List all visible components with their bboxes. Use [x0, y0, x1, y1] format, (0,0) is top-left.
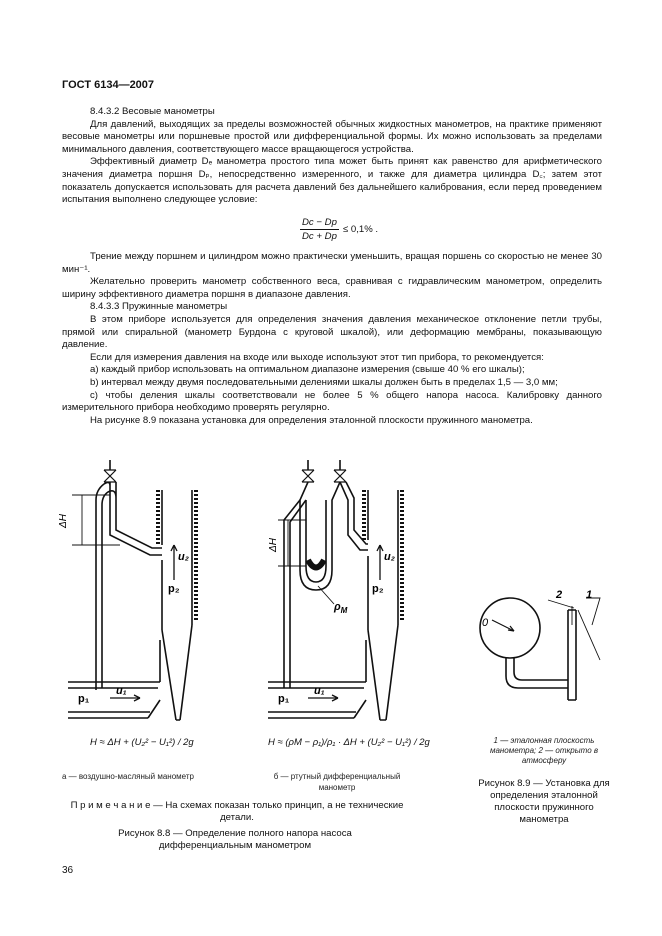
- figure-8-9: [480, 598, 600, 700]
- label-delta-h: ΔH: [268, 538, 279, 552]
- figure-8-9-caption: Рисунок 8.9 — Установка для определения эталонной плоскости пружинного манометра: [478, 778, 610, 825]
- label-two: 2: [556, 589, 563, 601]
- paragraph: В этом приборе используется для определения значения давления механическое отклонение петли трубы, прямой или спиральной (манометр Бурдона с круговой шкалой), или деформацию мембраны, показывающую давление.: [62, 313, 602, 351]
- section-weight-cont: [62, 251, 602, 427]
- valve-icon: [334, 470, 346, 482]
- label-zero: 0: [482, 617, 489, 629]
- list-item: с) чтобы деления шкалы соответствовали не более 5 % общего напора насоса. Калибровку данного измерительного прибора необходимо проверять регулярно.: [62, 389, 602, 414]
- label-one: 1: [586, 589, 593, 601]
- label-rho-m: $\rho_M$: [334, 601, 348, 615]
- paragraph: Трение между поршнем и цилиндром можно практически уменьшить, вращая поршень со скоростью не менее 30 мин⁻¹.: [62, 251, 602, 275]
- document-header: ГОСТ 6134—2007: [62, 79, 155, 91]
- formula-b: H ≈ (ρM − ρ₁)/ρ₁ · ΔH + (U₂² − U₁²) / 2g: [268, 737, 430, 748]
- figures-drawing: [0, 455, 662, 755]
- gauge-dial-icon: [480, 598, 540, 658]
- valve-icon: [104, 470, 116, 482]
- label-p2: p₂: [372, 583, 384, 595]
- formula-denominator: Dc + Dp: [302, 231, 337, 242]
- label-p1: p₁: [278, 693, 290, 705]
- formula-rhs: ≤ 0,1% .: [342, 224, 379, 235]
- paragraph: Эффективный диаметр Dₑ манометра простого типа может быть принят как равенство для арифметического значения диаметра поршня Dₚ, непосредственно измеренного, и также для диаметра цилиндра D꜀; затем этот показатель допускается использовать для расчета давлений без дальнейшего калибрования, если перед проведением испытания выполнено следующее условие:: [62, 156, 602, 206]
- label-delta-h: ΔH: [58, 514, 69, 528]
- valve-icon: [302, 470, 314, 482]
- figure-8-9-legend: 1 — эталонная плоскость манометра; 2 — открыто в атмосферу: [489, 736, 599, 765]
- label-u1: u₁: [314, 685, 325, 697]
- formula-diameter-condition: [300, 217, 378, 242]
- label-u1: u₁: [116, 685, 127, 697]
- label-p2: p₂: [168, 583, 180, 595]
- caption-a: а — воздушно-масляный манометр: [62, 772, 194, 781]
- label-p1: p₁: [78, 693, 90, 705]
- page-number: 36: [62, 865, 74, 876]
- label-u2: u₂: [178, 551, 189, 563]
- paragraph: Если для измерения давления на входе или выходе используют этот тип прибора, то рекомендуется:: [90, 351, 544, 363]
- section-title: 8.4.3.3 Пружинные манометры: [90, 301, 228, 313]
- section-title: 8.4.3.2 Весовые манометры: [90, 106, 215, 117]
- list-item: а) каждый прибор использовать на оптимальном диапазоне измерения (свыше 40 % его шкалы);: [90, 364, 525, 376]
- figure-note: П р и м е ч а н и е — На схемах показан только принцип, а не технические детали.: [70, 800, 404, 823]
- paragraph: Для давлений, выходящих за пределы возможностей обычных жидкостных манометров, на практике применяют весовые манометры или поршневые простой или дифференциальной формы. Их можно использовать за пределами минимального давления, соответствующего массе вращающегося устройства.: [62, 118, 602, 155]
- section-weight-manometers: [62, 106, 602, 207]
- caption-b: б — ртутный дифференциальный манометр: [273, 772, 401, 792]
- label-u2: u₂: [384, 551, 395, 563]
- paragraph: Желательно проверить манометр собственного веса, сравнивая с гидравлическим манометром, определить ширину эффективного диаметра поршня в диапазоне давления.: [62, 276, 602, 300]
- list-item: b) интервал между двумя последовательными делениями шкалы должен быть в пределах 1,5 — 3,0 мм;: [90, 376, 558, 388]
- formula-a: H ≈ ΔH + (U₂² − U₁²) / 2g: [90, 737, 194, 748]
- formula-fraction: [300, 217, 339, 242]
- formula-numerator: Dc − Dp: [302, 217, 337, 228]
- paragraph: На рисунке 8.9 показана установка для определения эталонной плоскости пружинного манометра.: [90, 414, 533, 426]
- figure-8-8-caption: Рисунок 8.8 — Определение полного напора насоса дифференциальным манометром: [118, 828, 352, 851]
